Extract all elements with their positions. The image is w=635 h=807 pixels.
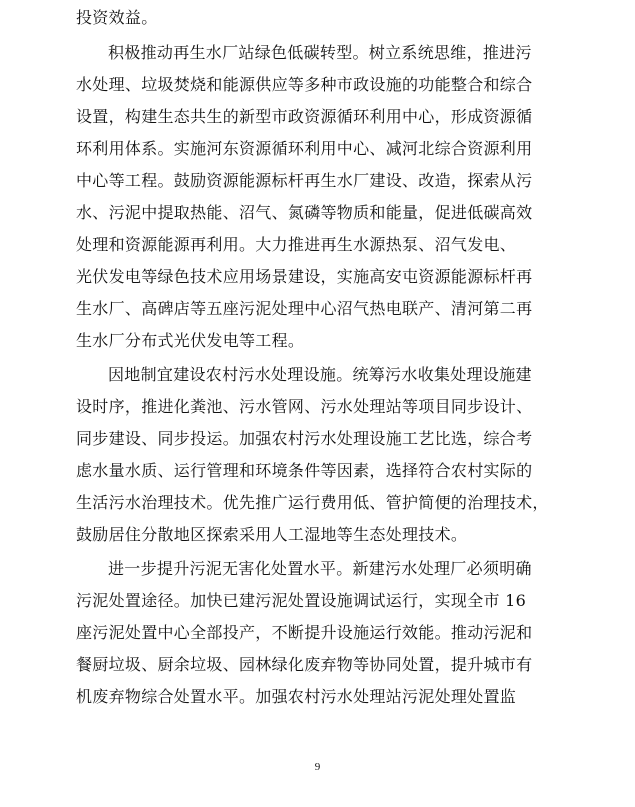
paragraph-line: 处理和资源能源再利用。大力推进再生水源热泵、沼气发电、 — [76, 235, 517, 254]
paragraph-line: 餐厨垃圾、厨余垃圾、园林绿化废弃物等协同处置，提升城市有 — [76, 655, 533, 674]
paragraph-line: 光伏发电等绿色技术应用场景建设，实施高安屯资源能源标杆再 — [76, 267, 533, 286]
paragraph-line: 生水厂、高碑店等五座污泥处理中心沼气热电联产、清河第二再 — [76, 299, 533, 318]
paragraph-line: 设置，构建生态共生的新型市政资源循环利用中心，形成资源循 — [76, 107, 533, 126]
paragraph-line: 机废弃物综合处置水平。加强农村污水处理站污泥处理处置监 — [76, 687, 517, 706]
paragraph-line: 生活污水治理技术。优先推广运行费用低、管护简便的治理技术， — [76, 493, 549, 512]
paragraph-line: 中心等工程。鼓励资源能源标杆再生水厂建设、改造，探索从污 — [76, 171, 533, 190]
paragraph-line: 积极推动再生水厂站绿色低碳转型。树立系统思维，推进污 — [108, 43, 532, 62]
paragraph-line: 座污泥处置中心全部投产，不断提升设施运行效能。推动污泥和 — [76, 623, 533, 642]
paragraph-line: 设时序，推进化粪池、污水管网、污水处理站等项目同步设计、 — [76, 397, 533, 416]
paragraph-line: 水处理、垃圾焚烧和能源供应等多种市政设施的功能整合和综合 — [76, 75, 533, 94]
paragraph-line: 污泥处置途径。加快已建污泥处置设施调试运行，实现全市 16 — [76, 591, 527, 610]
page-number: 9 — [314, 761, 321, 773]
paragraph-line: 投资效益。 — [76, 8, 158, 27]
paragraph-line: 水、污泥中提取热能、沼气、氮磷等物质和能量，促进低碳高效 — [76, 203, 533, 222]
paragraph-line: 同步建设、同步投运。加强农村污水处理设施工艺比选，综合考 — [76, 429, 533, 448]
paragraph-line: 环利用体系。实施河东资源循环利用中心、减河北综合资源利用 — [76, 139, 533, 158]
paragraph-line: 虑水量水质、运行管理和环境条件等因素，选择符合农村实际的 — [76, 461, 533, 480]
paragraph-line: 进一步提升污泥无害化处置水平。新建污水处理厂必须明确 — [108, 559, 532, 578]
paragraph-line: 因地制宜建设农村污水处理设施。统筹污水收集处理设施建 — [108, 365, 532, 384]
paragraph-line: 生水厂分布式光伏发电等工程。 — [76, 331, 305, 350]
paragraph-line: 鼓励居住分散地区探索采用人工湿地等生态处理技术。 — [76, 525, 468, 544]
